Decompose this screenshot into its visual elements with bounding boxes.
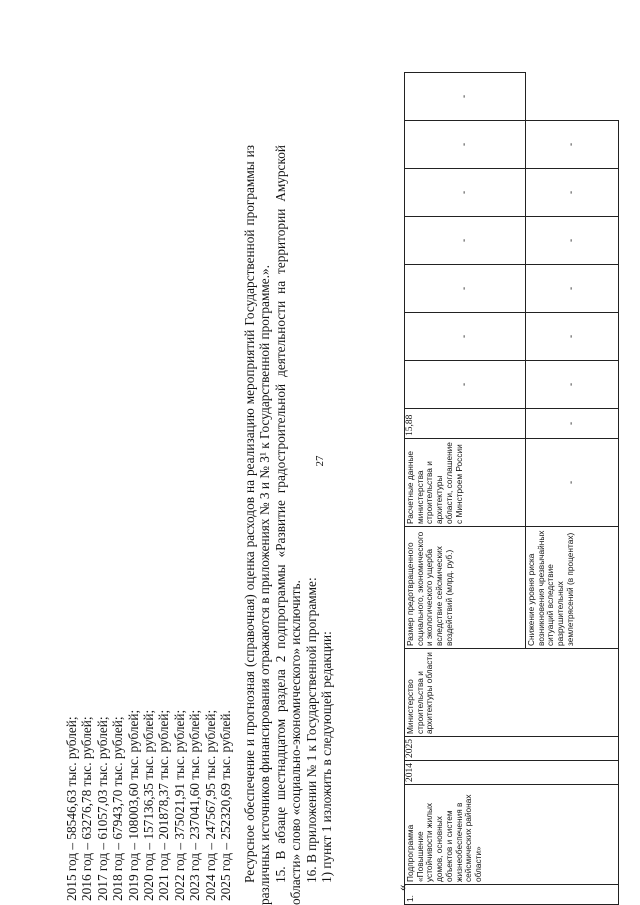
indicator-cell: Размер предотвращенного социального, экономического и экологического ущерба вследствие сейсмических воздействий (млрд. руб.) <box>405 527 526 649</box>
page-number: 27 <box>314 455 326 467</box>
funding-by-year-list <box>64 710 233 905</box>
value-cell: - <box>405 73 526 121</box>
subprogram-name-cell: Подпрограмма «Повышение устойчивости жилых домов, основных объектов и систем жизнеобеспечения в сейсмических районах области» <box>405 785 619 885</box>
executor-cell: Министерство строительства и архитектуры области <box>405 649 619 737</box>
row-number-cell: 1. <box>405 885 619 905</box>
value-cell: - <box>526 361 619 409</box>
value-cell: - <box>526 409 619 439</box>
value-cell: - <box>405 121 526 169</box>
paragraph-16: 16. В приложении № 1 к Государственной программе: <box>303 577 319 883</box>
data-source-cell: Расчетные данные министерства строительства и архитектуры области, соглашение с Минстроем России <box>405 439 526 527</box>
rotated-page-content <box>64 45 578 905</box>
start-year-cell: 2014 <box>405 761 619 785</box>
value-cell: - <box>526 121 619 169</box>
year-line: 2022 год – 375021,91 тыс. рублей; <box>171 709 187 901</box>
value-cell: - <box>405 217 526 265</box>
year-line: 2018 год – 67943,70 тыс. рублей; <box>110 716 126 901</box>
paragraph-15: 15. В абзаце шестнадцатом раздела 2 подпрограммы «Развитие градостроительной деятельности на территории Амурской области» слово «социально-экономического» исключить. <box>272 145 304 905</box>
year-line: 2020 год – 157136,35 тыс. рублей; <box>141 709 157 901</box>
year-line: 2024 год – 247567,95 тыс. рублей; <box>202 709 218 901</box>
opening-quote-mark: « <box>394 884 409 891</box>
indicators-table <box>404 72 619 905</box>
indicator-cell: Снижение уровня риска возникновения чрезвычайных ситуаций вследствие разрушительных землетрясений (в процентах) <box>526 527 619 649</box>
year-line: 2021 год – 201878,37 тыс. рублей; <box>156 709 172 901</box>
year-line: 2015 год – 58546,63 тыс. рублей; <box>64 716 79 901</box>
value-cell: - <box>526 265 619 313</box>
paragraph-item-1: 1) пункт 1 изложить в следующей редакции: <box>319 631 335 883</box>
end-year-cell: 2025 <box>405 737 619 761</box>
value-cell: - <box>405 313 526 361</box>
value-cell: - <box>526 217 619 265</box>
paragraph-resources: Ресурсное обеспечение и прогнозная (справочная) оценка расходов на реализацию мероприятий Государственной программы из различных источников финансирования отражаются в приложениях № 3 и № 3¹ к Государственной программе.». <box>242 145 273 905</box>
value-cell: - <box>526 439 619 527</box>
value-cell: - <box>526 169 619 217</box>
body-paragraphs <box>242 145 334 905</box>
value-cell: - <box>405 361 526 409</box>
year-line: 2023 год – 237041,60 тыс. рублей; <box>187 709 203 901</box>
table-row <box>405 73 526 905</box>
year-line: 2016 год – 63276,78 тыс. рублей; <box>79 716 95 901</box>
value-cell: - <box>526 313 619 361</box>
value-cell: - <box>405 169 526 217</box>
value-cell: - <box>405 265 526 313</box>
base-value-cell: 15,88 <box>405 409 526 439</box>
year-line: 2017 год – 61057,03 тыс. рублей; <box>94 716 110 901</box>
year-line: 2025 год – 252320,69 тыс. рублей. <box>218 710 234 901</box>
year-line: 2019 год – 108003,60 тыс. рублей; <box>125 709 141 901</box>
